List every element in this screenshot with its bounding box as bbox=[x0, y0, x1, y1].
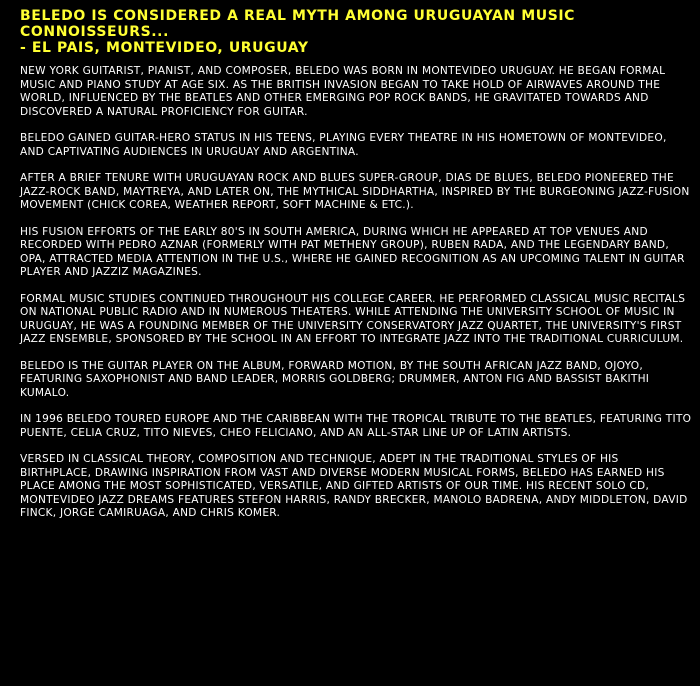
quote-attribution: - EL PAIS, MONTEVIDEO, URUGUAY bbox=[20, 40, 309, 56]
bio-paragraph-forward-motion: BELEDO IS THE GUITAR PLAYER ON THE ALBUM, FORWARD MOTION, BY THE SOUTH AFRICAN JAZZ BAND, OJOYO, FEATURING SAXOPHONIST AND BAND LEADER, MORRIS GOLDBERG; DRUMMER, ANTON FIG AND BASSIST BAKITHI KUMALO. bbox=[20, 359, 650, 399]
bio-paragraph-fusion: HIS FUSION EFFORTS OF THE EARLY 80'S IN SOUTH AMERICA, DURING WHICH HE APPEARED AT TOP VENUES AND RECORDED WITH PEDRO AZNAR (FORMERLY WITH PAT METHENY GROUP), RUBEN RADA, AND THE LEGENDARY BAND, OPA, ATTRACTED MEDIA ATTENTION IN THE U.S., WHERE HE GAINED RECOGNITION AS AN UPCOMING TALENT IN GUITAR PLAYER AND JAZZIZ MAGAZINES. bbox=[20, 225, 685, 278]
press-quote bbox=[20, 8, 692, 56]
bio-paragraph-tour: IN 1996 BELEDO TOURED EUROPE AND THE CARIBBEAN WITH THE TROPICAL TRIBUTE TO THE BEATLES, FEATURING TITO PUENTE, CELIA CRUZ, TITO NIEVES, CHEO FELICIANO, AND AN ALL-STAR LINE UP OF LATIN ARTISTS. bbox=[20, 413, 692, 439]
bio-paragraph-solo-cd: VERSED IN CLASSICAL THEORY, COMPOSITION AND TECHNIQUE, ADEPT IN THE TRADITIONAL STYLES OF HIS BIRTHPLACE, DRAWING INSPIRATION FROM VAST AND DIVERSE MODERN MUSICAL FORMS, BELEDO HAS EARNED HIS PLACE AMONG THE MOST SOPHISTICATED, VERSATILE, AND GIFTED ARTISTS OF OUR TIME. HIS RECENT SOLO CD, MONTEVIDEO JAZZ DREAMS FEATURES STEFON HARRIS, RANDY BRECKER, MANOLO BADRENA, ANDY MIDDLETON, DAVID FINCK, JORGE CAMIRUAGA, AND CHRIS KOMER. bbox=[20, 453, 688, 519]
bio-paragraph-guitar-hero: BELEDO GAINED GUITAR-HERO STATUS IN HIS TEENS, PLAYING EVERY THEATRE IN HIS HOMETOWN OF MONTEVIDEO, AND CAPTIVATING AUDIENCES IN URUGUAY AND ARGENTINA. bbox=[20, 132, 667, 158]
quote-line-1: BELEDO IS CONSIDERED A REAL MYTH AMONG URUGUAYAN MUSIC bbox=[20, 8, 576, 24]
bio-paragraph-early-life: NEW YORK GUITARIST, PIANIST, AND COMPOSER, BELEDO WAS BORN IN MONTEVIDEO URUGUAY. HE BEGAN FORMAL MUSIC AND PIANO STUDY AT AGE SIX. AS THE BRITISH INVASION BEGAN TO TAKE HOLD OF AIRWAVES AROUND THE WORLD, INFLUENCED BY THE BEATLES AND OTHER EMERGING POP ROCK BANDS, HE GRAVITATED TOWARDS AND DISCOVERED A NATURAL PROFICIENCY FOR GUITAR. bbox=[20, 65, 666, 118]
bio-paragraph-bands: AFTER A BRIEF TENURE WITH URUGUAYAN ROCK AND BLUES SUPER-GROUP, DIAS DE BLUES, BELEDO PIONEERED THE JAZZ-ROCK BAND, MAYTREYA, AND LATER ON, THE MYTHICAL SIDDHARTHA, INSPIRED BY THE BURGEONING JAZZ-FUSION MOVEMENT (CHICK COREA, WEATHER REPORT, SOFT MACHINE & ETC.). bbox=[20, 172, 690, 211]
bio-paragraph-studies: FORMAL MUSIC STUDIES CONTINUED THROUGHOUT HIS COLLEGE CAREER. HE PERFORMED CLASSICAL MUSIC RECITALS ON NATIONAL PUBLIC RADIO AND IN NUMEROUS THEATERS. WHILE ATTENDING THE UNIVERSITY SCHOOL OF MUSIC IN URUGUAY, HE WAS A FOUNDING MEMBER OF THE UNIVERSITY CONSERVATORY JAZZ QUARTET, THE UNIVERSITY'S FIRST JAZZ ENSEMBLE, SPONSORED BY THE SCHOOL IN AN EFFORT TO INTEGRATE JAZZ INTO THE TRADITIONAL CURRICULUM. bbox=[20, 292, 686, 345]
quote-line-2: CONNOISSEURS... bbox=[20, 24, 170, 40]
